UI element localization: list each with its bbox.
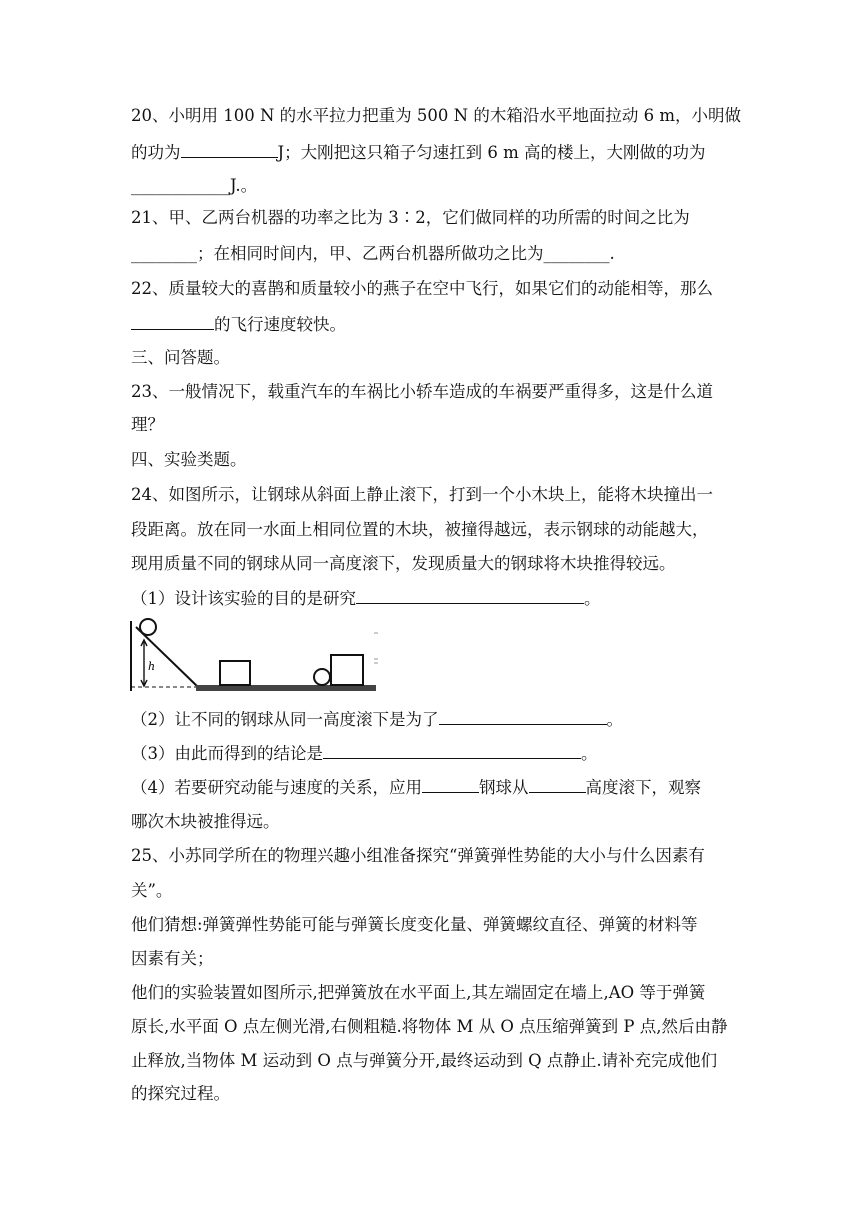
q25-line-1: 25、小苏同学所在的物理兴趣小组准备探究“弹簧弹性势能的大小与什么因素有	[131, 846, 705, 865]
q24-p4-text-a: （4）若要研究动能与速度的关系，应用	[131, 778, 422, 797]
q21-blank-2[interactable]: ________	[543, 244, 610, 263]
ball-top	[140, 619, 156, 635]
q24-part-2	[131, 708, 623, 731]
q22-line-1: 22、质量较大的喜鹊和质量较小的燕子在空中飞行，如果它们的动能相等，那么	[131, 279, 713, 298]
q24-p3-blank[interactable]	[323, 742, 581, 759]
q21-text-a: ；在相同时间内，甲、乙两台机器所做功之比为	[197, 244, 544, 263]
q25-line-8: 的探究过程。	[131, 1084, 230, 1103]
wood-block-1	[220, 661, 250, 685]
q24-p1-text: （1）设计该实验的目的是研究	[131, 589, 356, 608]
q20-text-c: J.。	[230, 176, 258, 195]
q25-line-2: 关”。	[131, 881, 173, 900]
wood-block-2	[331, 655, 363, 685]
q21-text-b: .	[609, 244, 615, 263]
ball-bottom	[314, 669, 330, 685]
q24-p3-end: 。	[581, 744, 598, 763]
q20-line-2	[131, 141, 706, 164]
scan-marks	[374, 633, 378, 663]
q22-blank[interactable]	[131, 313, 214, 330]
q24-part-4-cont: 哪次木块被推得远。	[131, 812, 280, 831]
q25-line-4: 因素有关；	[131, 949, 214, 968]
q24-p2-text: （2）让不同的钢球从同一高度滚下是为了	[131, 710, 439, 729]
q24-line-3: 现用质量不同的钢球从同一高度滚下，发现质量大的钢球将木块推得较远。	[131, 554, 676, 573]
q22-line-2	[131, 313, 346, 336]
q20-blank-2[interactable]: ____________	[131, 176, 230, 195]
q24-p3-text: （3）由此而得到的结论是	[131, 744, 323, 763]
q24-line-2: 段距离。放在同一水面上相同位置的木块，被撞得越远，表示钢球的动能越大，	[131, 520, 709, 539]
q24-p4-text-c: 高度滚下，观察	[585, 778, 701, 797]
height-label: h	[148, 660, 156, 673]
q25-line-5: 他们的实验装置如图所示,把弹簧放在水平面上,其左端固定在墙上,AO 等于弹簧	[131, 983, 706, 1002]
q24-p4-text-b: 钢球从	[479, 778, 529, 797]
q20-line-1: 20、小明用 100 N 的水平拉力把重为 500 N 的木箱沿水平地面拉动 6 m，小明做	[131, 106, 741, 125]
q21-line-1: 21、甲、乙两台机器的功率之比为 3∶2，它们做同样的功所需的时间之比为	[131, 208, 690, 227]
height-arrow	[141, 640, 147, 686]
q20-text-a: 的功为	[131, 143, 181, 162]
q24-p2-end: 。	[606, 710, 623, 729]
q23-line-1: 23、一般情况下，载重汽车的车祸比小轿车造成的车祸要严重得多，这是什么道	[131, 382, 713, 401]
section-4-heading: 四、实验类题。	[131, 450, 247, 469]
experiment-diagram	[128, 615, 388, 695]
q24-p1-end: 。	[584, 589, 601, 608]
q24-p1-blank[interactable]	[356, 587, 584, 604]
q24-p2-blank[interactable]	[439, 708, 607, 725]
q24-part-3	[131, 742, 598, 765]
q22-text: 的飞行速度较快。	[214, 315, 346, 334]
q21-line-2	[131, 243, 615, 265]
q20-blank-1[interactable]	[181, 141, 278, 158]
section-3-heading: 三、问答题。	[131, 348, 230, 367]
q21-blank-1[interactable]: ________	[131, 244, 197, 263]
q20-line-3	[131, 175, 257, 197]
q23-line-2: 理？	[131, 415, 164, 434]
q20-text-b: J；大刚把这只箱子匀速扛到 6 m 高的楼上，大刚做的功为	[277, 143, 706, 162]
q24-p4-blank-2[interactable]	[529, 776, 586, 793]
q25-line-3: 他们猜想:弹簧弹性势能可能与弹簧长度变化量、弹簧螺纹直径、弹簧的材料等	[131, 915, 698, 934]
q25-line-7: 止释放,当物体 M 运动到 O 点与弹簧分开,最终运动到 Q 点静止.请补充完成他们	[131, 1051, 718, 1070]
q25-line-6: 原长,水平面 O 点左侧光滑,右侧粗糙.将物体 M 从 O 点压缩弹簧到 P 点,然后由静	[131, 1017, 728, 1036]
q24-part-4	[131, 776, 701, 799]
q24-line-1: 24、如图所示，让钢球从斜面上静止滚下，打到一个小木块上，能将木块撞出一	[131, 485, 713, 504]
q24-p4-blank-1[interactable]	[422, 776, 479, 793]
q24-part-1	[131, 587, 601, 610]
